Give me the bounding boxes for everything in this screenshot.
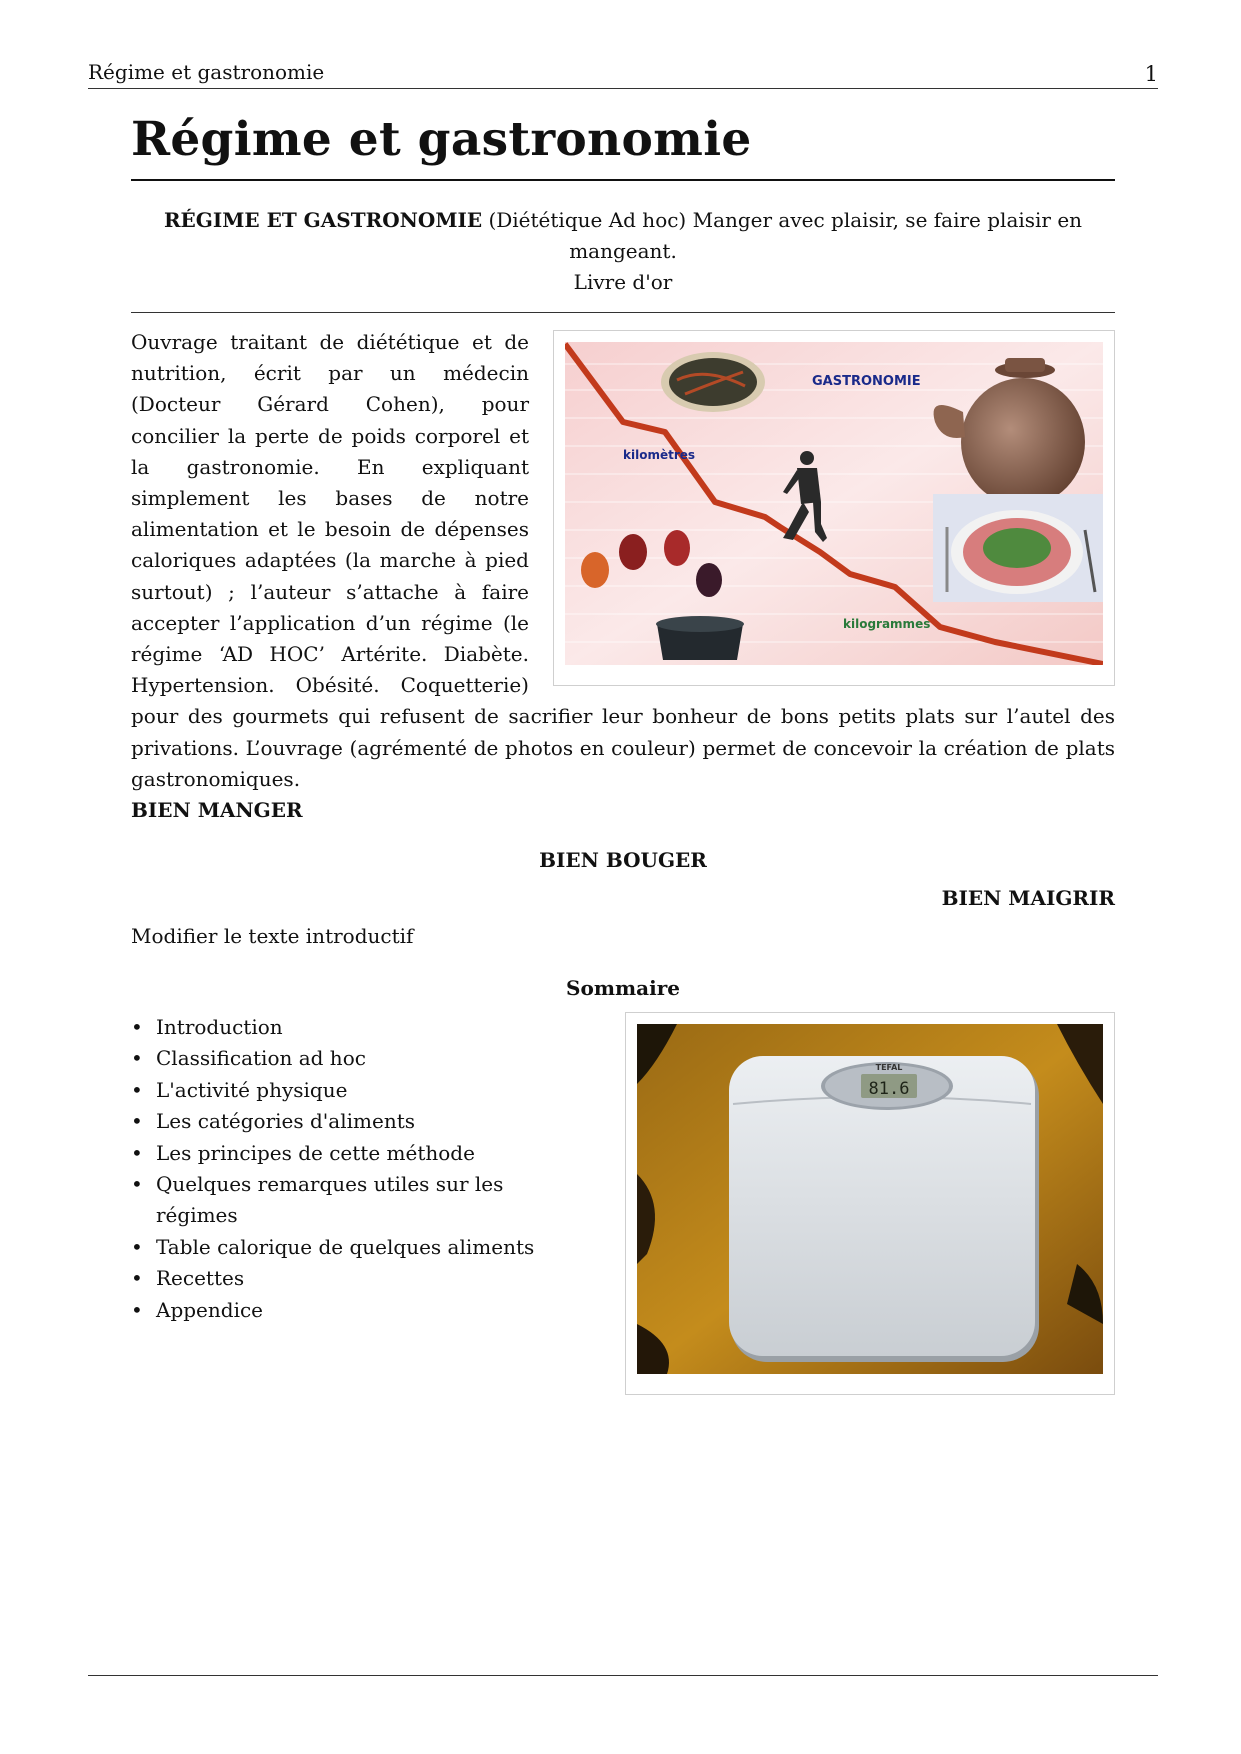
toc-area [131,1012,1115,1392]
intro-paragraph: Ouvrage traitant de diététique et de nutrition, écrit par un médecin (Docteur Gérard Cohen), pour concilier la perte de poids corporel et la gastronomie. En expliquant simplement les bases de notre alimentation et le besoin de dépenses caloriques adaptées (la marche à pied surtout) ; l’auteur s’attache à faire accepter l’application d’un régime (le régime ‘AD HOC’ Artérite. Diabète. Hypertension. Obésité. Coquetterie) pour des gourmets qui refusent de sacrifier leur bonheur de bons petits plats sur l’autel des privations. L’ouvrage (agrémenté de photos en couleur) permet de concevoir la création de plats gastronomiques. [131,330,1115,791]
running-header-title: Régime et gastronomie [88,60,325,84]
toc-item-recettes[interactable]: • Recettes [131,1263,571,1294]
slogan-bien-maigrir: BIEN MAIGRIR [941,886,1115,911]
footer-rule [88,1675,1158,1676]
toc-item-principes[interactable]: • Les principes de cette méthode [131,1138,571,1169]
label-gastronomie: GASTRONOMIE [812,374,921,389]
label-kilogrammes: kilogrammes [843,617,931,631]
toc-item-introduction[interactable]: • Introduction [131,1012,571,1043]
lead-paragraph [131,205,1115,313]
gastronomy-illustration [565,342,1103,665]
scale-figure [625,1012,1115,1395]
scale-brand: TEFAL [875,1063,903,1073]
gastronomy-figure [553,330,1115,686]
toc-item-appendice[interactable]: • Appendice [131,1295,571,1326]
toc-item-remarques[interactable]: • Quelques remarques utiles sur les régimes [131,1169,571,1232]
toc-item-classification[interactable]: • Classification ad hoc [131,1043,571,1074]
toc-list [131,1012,571,1326]
running-header [88,58,1158,89]
slogan-bien-bouger: BIEN BOUGER [539,848,707,873]
bathroom-scale-photo [637,1024,1103,1374]
toc-item-activite-physique[interactable]: • L'activité physique [131,1075,571,1106]
guestbook-link[interactable]: Livre d'or [573,270,673,294]
edit-intro-link[interactable]: Modifier le texte introductif [131,924,414,949]
lead-subtitle: (Diététique Ad hoc) Manger avec plaisir, se faire plaisir en mangeant. [482,208,1083,263]
scale-display: 81.6 [868,1079,910,1100]
slogan-bien-manger: BIEN MANGER [131,798,303,823]
page-content [131,112,1115,1392]
toc-item-table-calorique[interactable]: • Table calorique de quelques aliments [131,1232,571,1263]
lead-bold-title: RÉGIME ET GASTRONOMIE [163,208,483,232]
label-kilometres: kilomètres [623,448,696,462]
page-number: 1 [1144,62,1158,86]
article-body [131,327,1115,1392]
toc-item-categories[interactable]: • Les catégories d'aliments [131,1106,571,1137]
page-title: Régime et gastronomie [131,112,1115,181]
toc-title: Sommaire [566,976,680,1001]
